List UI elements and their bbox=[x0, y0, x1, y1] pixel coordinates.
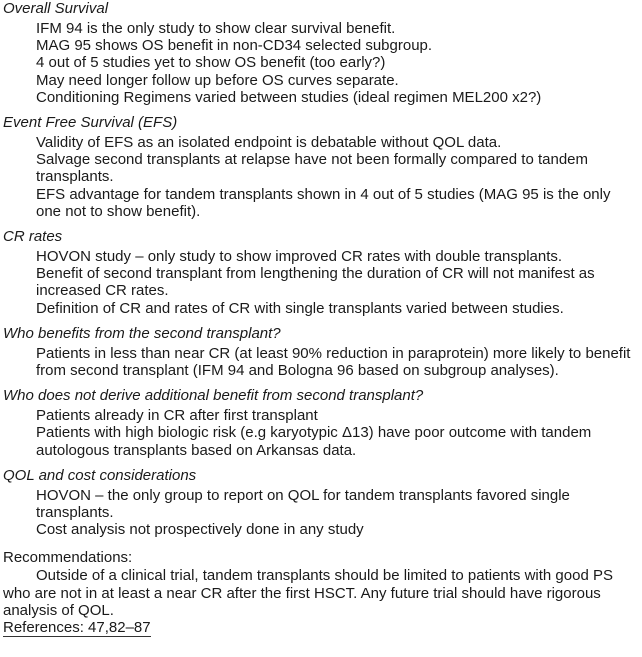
section-heading: CR rates bbox=[3, 228, 63, 246]
section-qol-cost bbox=[3, 467, 639, 539]
list-item: Patients with high biologic risk (e.g karyotypic Δ13) have poor outcome with tandem autologous transplants based on Arkansas data. bbox=[36, 424, 592, 459]
spacer bbox=[3, 538, 639, 546]
item-list bbox=[3, 134, 639, 220]
list-item: Salvage second transplants at relapse have not been formally compared to tandem transplants. bbox=[36, 151, 588, 186]
item-list bbox=[3, 407, 639, 459]
item-list bbox=[3, 487, 639, 539]
list-item: Conditioning Regimens varied between studies (ideal regimen MEL200 x2?) bbox=[36, 88, 542, 106]
section-cr-rates bbox=[3, 228, 639, 317]
item-list bbox=[3, 248, 639, 317]
list-item: May need longer follow up before OS curves separate. bbox=[36, 71, 399, 89]
list-item: Definition of CR and rates of CR with single transplants varied between studies. bbox=[36, 299, 564, 317]
spacer bbox=[3, 106, 639, 114]
list-item: HOVON study – only study to show improved CR rates with double transplants. bbox=[36, 248, 563, 266]
spacer bbox=[3, 459, 639, 467]
section-heading: Who benefits from the second transplant? bbox=[3, 324, 281, 342]
section-who-benefits bbox=[3, 325, 639, 379]
section-heading: Who does not derive additional benefit from second transplant? bbox=[3, 387, 424, 405]
section-who-does-not-benefit bbox=[3, 387, 639, 459]
list-item: MAG 95 shows OS benefit in non-CD34 selected subgroup. bbox=[36, 37, 433, 55]
spacer bbox=[3, 379, 639, 387]
list-item: IFM 94 is the only study to show clear survival benefit. bbox=[36, 20, 396, 37]
spacer bbox=[3, 220, 639, 228]
section-heading: Event Free Survival (EFS) bbox=[3, 114, 178, 132]
list-item: HOVON – the only group to report on QOL for tandem transplants favored single transplants. bbox=[36, 486, 570, 522]
document-page bbox=[3, 0, 639, 637]
section-overall-survival bbox=[3, 0, 639, 106]
recommendations-body: Outside of a clinical trial, tandem transplants should be limited to patients with good PS who are not in at least a near CR after the first HSCT. Any future trial should have rigorous analysis of QOL. bbox=[3, 567, 613, 619]
list-item: Cost analysis not prospectively done in any study bbox=[36, 521, 364, 539]
list-item: 4 out of 5 studies yet to show OS benefit (too early?) bbox=[36, 54, 386, 72]
section-heading: QOL and cost considerations bbox=[3, 466, 197, 484]
list-item: Benefit of second transplant from lengthening the duration of CR will not manifest as increased CR rates. bbox=[36, 265, 595, 300]
spacer bbox=[3, 317, 639, 325]
list-item: Patients already in CR after first transplant bbox=[36, 407, 318, 425]
section-event-free-survival bbox=[3, 114, 639, 220]
list-item: Patients in less than near CR (at least 90% reduction in paraprotein) more likely to benefit from second transplant (IFM 94 and Bologna 96 based on subgroup analyses). bbox=[36, 344, 631, 380]
references: References: 47,82–87 bbox=[3, 619, 151, 637]
item-list bbox=[3, 20, 639, 106]
section-heading: Overall Survival bbox=[3, 0, 109, 17]
list-item: EFS advantage for tandem transplants shown in 4 out of 5 studies (MAG 95 is the only one not to show benefit). bbox=[36, 185, 611, 220]
recommendations bbox=[3, 549, 639, 637]
list-item: Validity of EFS as an isolated endpoint is debatable without QOL data. bbox=[36, 134, 502, 152]
item-list bbox=[3, 345, 639, 379]
recommendations-title: Recommendations: bbox=[3, 549, 133, 567]
